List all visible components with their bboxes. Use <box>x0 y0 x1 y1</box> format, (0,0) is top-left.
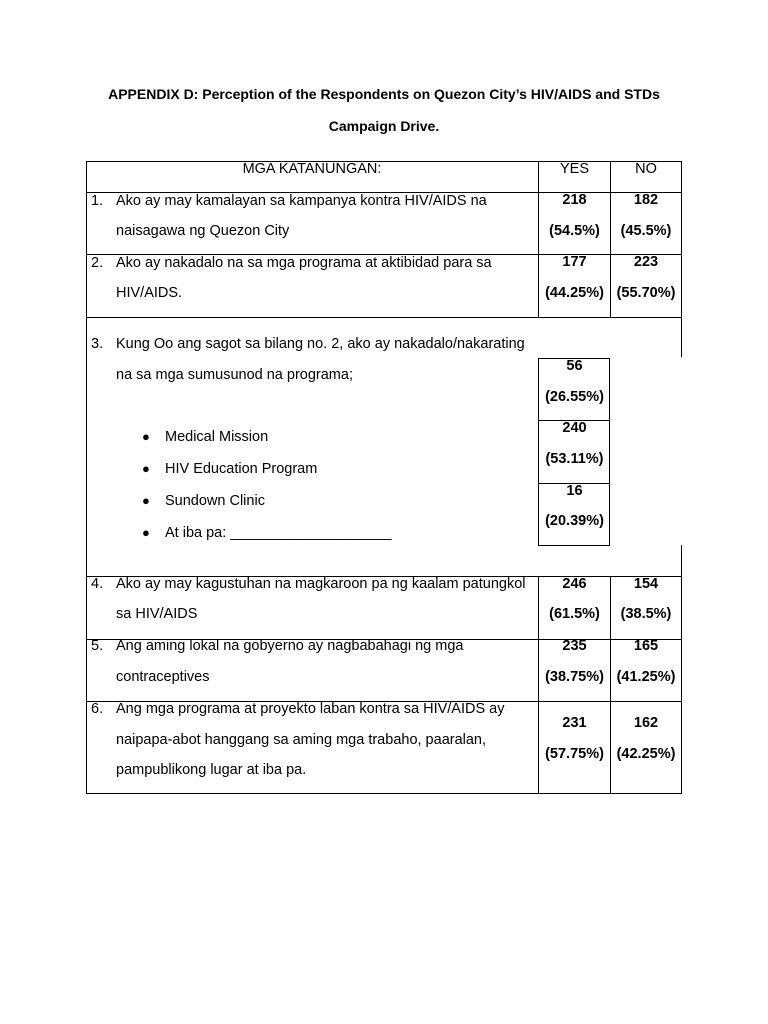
row-4-yes-count: 246 <box>562 576 587 592</box>
row-1-question-line-1: Ako ay may kamalayan sa kampanya kontra HIV/AIDS na <box>116 193 487 209</box>
row-1-yes-percent: (54.5%) <box>549 223 600 239</box>
row-5-no-percent: (41.25%) <box>616 669 676 685</box>
row-1-question-line-2: naisagawa ng Quezon City <box>116 223 290 239</box>
option-3-percent: (20.39%) <box>545 513 604 529</box>
row-4-no-percent: (38.5%) <box>620 606 672 622</box>
row-5-yes-percent: (38.75%) <box>545 669 604 685</box>
row-2-yes-count: 177 <box>562 254 587 270</box>
option-1-percent: (26.55%) <box>545 389 604 405</box>
row-1-number: 1. <box>91 193 104 209</box>
row-4-question-line-2: sa HIV/AIDS <box>116 606 198 622</box>
row-1-no-percent: (45.5%) <box>620 223 672 239</box>
row-6-question-line-1: Ang mga programa at proyekto laban kontra sa HIV/AIDS ay <box>116 701 505 717</box>
row-1-no-count: 182 <box>633 192 659 208</box>
option-sundown-clinic: Sundown Clinic <box>165 493 265 509</box>
option-2-count: 240 <box>562 420 587 436</box>
row-2-no-percent: (55.70%) <box>616 285 676 301</box>
row-2-question-line-2: HIV/AIDS. <box>116 285 183 301</box>
bullet-icon: ● <box>142 493 150 508</box>
row-5-question-line-1: Ang aming lokal na gobyerno ay nagbabahagi ng mga <box>116 638 464 654</box>
row-4-question-line-1: Ako ay may kagustuhan na magkaroon pa ng kaalam patungkol <box>116 576 526 592</box>
row-2-yes-percent: (44.25%) <box>545 285 604 301</box>
row-5-question-line-2: contraceptives <box>116 669 210 685</box>
row-6-no-percent: (42.25%) <box>616 746 676 762</box>
bullet-icon: ● <box>142 429 150 444</box>
row-6-question-line-2: naipapa-abot hanggang sa aming mga trabaho, paaralan, <box>116 732 487 748</box>
row-6-no-count: 162 <box>633 715 659 731</box>
row-3-question-line-1: Kung Oo ang sagot sa bilang no. 2, ako ay nakadalo/nakarating <box>116 336 525 352</box>
row-5-no-count: 165 <box>633 638 659 654</box>
row-2-no-count: 223 <box>633 254 659 270</box>
option-2-percent: (53.11%) <box>545 451 604 467</box>
row-1-yes-count: 218 <box>562 192 587 208</box>
row-4-no-count: 154 <box>633 576 659 592</box>
row-3-question-line-2: na sa mga sumusunod na programa; <box>116 367 353 383</box>
row-3-number: 3. <box>91 336 104 352</box>
option-medical-mission: Medical Mission <box>165 429 269 445</box>
bullet-icon: ● <box>142 461 150 476</box>
option-3-count: 16 <box>566 483 583 499</box>
row-5-yes-count: 235 <box>562 638 587 654</box>
header-question: MGA KATANUNGAN: <box>242 161 382 177</box>
header-yes: YES <box>559 161 589 177</box>
row-4-number: 4. <box>91 576 104 592</box>
option-at-iba-pa: At iba pa: ____________________ <box>165 525 392 541</box>
row-5-number: 5. <box>91 638 104 654</box>
document-title-continued: Campaign Drive. <box>328 118 440 134</box>
option-1-count: 56 <box>566 358 583 374</box>
row-6-yes-count: 231 <box>562 715 587 731</box>
row-2-question-line-1: Ako ay nakadalo na sa mga programa at aktibidad para sa <box>116 255 492 271</box>
option-hiv-education-program: HIV Education Program <box>165 461 318 477</box>
header-no: NO <box>635 161 657 177</box>
document-title: APPENDIX D: Perception of the Respondents on Quezon City’s HIV/AIDS and STDs <box>108 86 660 102</box>
bullet-icon: ● <box>142 525 150 540</box>
row-6-yes-percent: (57.75%) <box>545 746 604 762</box>
row-4-yes-percent: (61.5%) <box>549 606 600 622</box>
row-2-number: 2. <box>91 255 104 271</box>
row-6-question-line-3: pampublikong lugar at iba pa. <box>116 762 307 778</box>
row-6-number: 6. <box>91 701 104 717</box>
